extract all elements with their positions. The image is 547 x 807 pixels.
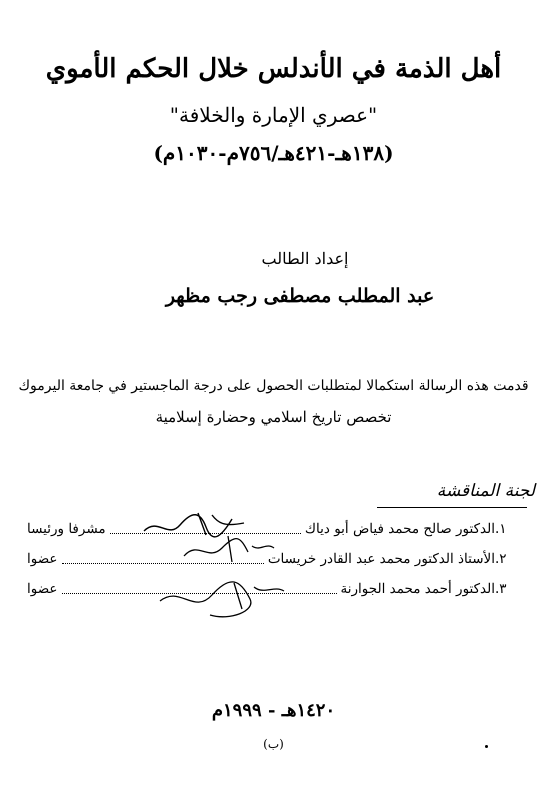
prepared-by-label: إعداد الطالب (261, 249, 349, 268)
committee-member (27, 547, 527, 571)
signature-line (62, 562, 264, 564)
submission-statement: قدمت هذه الرسالة استكمالا لمتطلبات الحصول على درجة الماجستير في جامعة اليرموك (18, 378, 529, 394)
thesis-title: أهل الذمة في الأندلس خلال الحكم الأموي (45, 54, 502, 84)
committee-member (27, 517, 527, 541)
committee-member-role: مشرفا ورئيسا (27, 521, 106, 537)
committee-member-name: الدكتور صالح محمد فياض أبو دياك (304, 521, 495, 537)
committee-member-name: الدكتور أحمد محمد الجوارنة (340, 581, 495, 597)
committee-member-role: عضوا (27, 551, 58, 567)
thesis-date-range: (١٣٨هـ-٤٢١هـ/٧٥٦م-١٠٣٠م) (153, 141, 394, 165)
thesis-subtitle: "عصري الإمارة والخلافة" (169, 103, 378, 127)
student-name: عبد المطلب مصطفى رجب مظهر (165, 285, 435, 307)
signature-line (62, 592, 337, 594)
committee-member (27, 577, 527, 601)
specialization: تخصص تاريخ اسلامي وحضارة إسلامية (155, 408, 392, 426)
approval-date: ١٤٢٠هـ - ١٩٩٩م (211, 700, 336, 721)
committee-member-number: ١. (495, 521, 507, 537)
committee-member-number: ٣. (495, 581, 507, 597)
committee-member-number: ٢. (495, 551, 507, 567)
signature-line (110, 532, 301, 534)
committee-member-role: عضوا (27, 581, 58, 597)
committee-heading-underline (377, 507, 527, 508)
page-number: (ب) (263, 737, 284, 751)
committee-heading: لجنة المناقشة (436, 481, 535, 501)
committee-member-name: الأستاذ الدكتور محمد عبد القادر خريسات (267, 551, 495, 567)
